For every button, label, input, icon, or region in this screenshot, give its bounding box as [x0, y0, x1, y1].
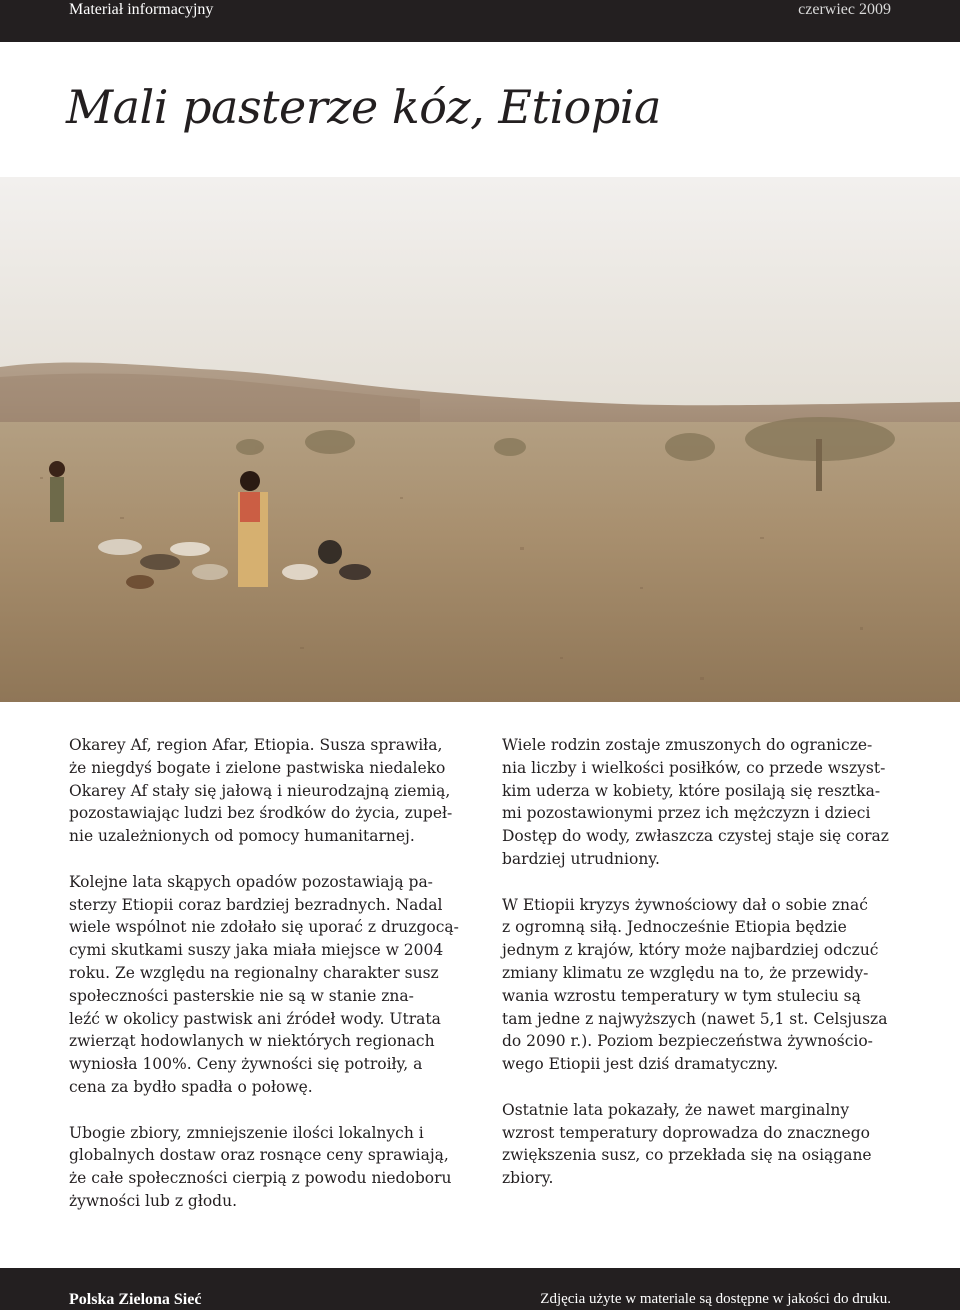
- organization-name: Polska Zielona Sieć: [69, 1291, 202, 1308]
- text-line: zwierząt hodowlanych w niektórych regionach: [69, 1032, 435, 1051]
- text-line: że całe społeczności cierpią z powodu niedoboru: [69, 1169, 452, 1188]
- text-line: tam jedne z najwyższych (nawet 5,1 st. Celsjusza: [502, 1009, 888, 1028]
- text-line: Kolejne lata skąpych opadów pozostawiają pa-: [69, 872, 433, 891]
- text-line: wego Etiopii jest dziś dramatyczny.: [502, 1055, 779, 1074]
- text-line: bardziej utrudniony.: [502, 849, 660, 868]
- text-line: wiele wspólnot nie zdołało się uporać z druzgocą-: [69, 918, 459, 937]
- paragraph-meal-reduction: [502, 734, 897, 871]
- right-column: [502, 734, 897, 1213]
- photo-note: Zdjęcia użyte w materiale są dostępne w jakości do druku.: [540, 1291, 891, 1307]
- text-line: nia liczby i wielkości posiłków, co przede wszyst-: [502, 758, 886, 777]
- footer-bar: [0, 1268, 960, 1310]
- text-line: zbiory.: [502, 1169, 554, 1188]
- text-line: mi pozostawionymi przez ich mężczyzn i dzieci: [502, 804, 871, 823]
- text-line: W Etiopii kryzys żywnościowy dał o sobie znać: [502, 895, 868, 914]
- text-line: Okarey Af stały się jałową i nieurodzajną ziemią,: [69, 781, 451, 800]
- page-title: Mali pasterze kóz, Etiopia: [66, 80, 661, 134]
- text-line: Dostęp do wody, zwłaszcza czystej staje się coraz: [502, 827, 889, 846]
- header-bar: [0, 0, 960, 42]
- paragraph-poor-harvests: [69, 1122, 464, 1213]
- text-line: wyniosła 100%. Ceny żywności się potroiły, a: [69, 1055, 423, 1074]
- text-line: pozostawiając ludzi bez środków do życia, zupeł-: [69, 804, 453, 823]
- text-line: globalnych dostaw oraz rosnące ceny sprawiają,: [69, 1146, 449, 1165]
- paragraph-food-crisis: [502, 894, 897, 1076]
- text-line: że niegdyś bogate i zielone pastwiska niedaleko: [69, 758, 446, 777]
- paragraph-temperature-increase: [502, 1099, 897, 1190]
- text-line: wzrost temperatury doprowadza do znacznego: [502, 1123, 870, 1142]
- text-line: zwiększenia susz, co przekłada się na osiągane: [502, 1146, 872, 1165]
- text-line: zmiany klimatu ze względu na to, że przewidy-: [502, 963, 869, 982]
- left-column: [69, 734, 464, 1236]
- text-line: Wiele rodzin zostaje zmuszonych do ogranicze-: [502, 736, 873, 754]
- text-line: kim uderza w kobiety, które posilają się resztka-: [502, 781, 881, 800]
- paragraph-drought-okarey-af: [69, 734, 464, 848]
- paragraph-rainfall-shortage: [69, 871, 464, 1099]
- document-date: czerwiec 2009: [798, 1, 891, 18]
- text-line: Okarey Af, region Afar, Etiopia. Susza sprawiła,: [69, 736, 443, 754]
- text-line: nie uzależnionych od pomocy humanitarnej.: [69, 827, 415, 846]
- text-line: jednym z krajów, który może najbardziej odczuć: [502, 941, 879, 960]
- text-line: cymi skutkami suszy jaka miała miejsce w 2004: [69, 941, 444, 960]
- landscape-photo: [0, 177, 960, 702]
- text-line: cena za bydło spadła o połowę.: [69, 1077, 313, 1096]
- text-line: Ubogie zbiory, zmniejszenie ilości lokalnych i: [69, 1123, 424, 1142]
- document-type-label: Materiał informacyjny: [69, 1, 214, 18]
- text-line: wania wzrostu temperatury w tym stuleciu są: [502, 986, 861, 1005]
- text-line: do 2090 r.). Poziom bezpieczeństwa żywnościo-: [502, 1032, 873, 1051]
- text-line: żywności lub z głodu.: [69, 1191, 238, 1210]
- text-line: z ogromną siłą. Jednocześnie Etiopia będzie: [502, 918, 847, 937]
- text-line: leźć w okolicy pastwisk ani źródeł wody. Utrata: [69, 1009, 441, 1028]
- text-line: społeczności pasterskie nie są w stanie zna-: [69, 986, 414, 1005]
- text-line: roku. Ze względu na regionalny charakter susz: [69, 963, 439, 982]
- text-line: sterzy Etiopii coraz bardziej bezradnych. Nadal: [69, 895, 443, 914]
- text-line: Ostatnie lata pokazały, że nawet marginalny: [502, 1100, 850, 1119]
